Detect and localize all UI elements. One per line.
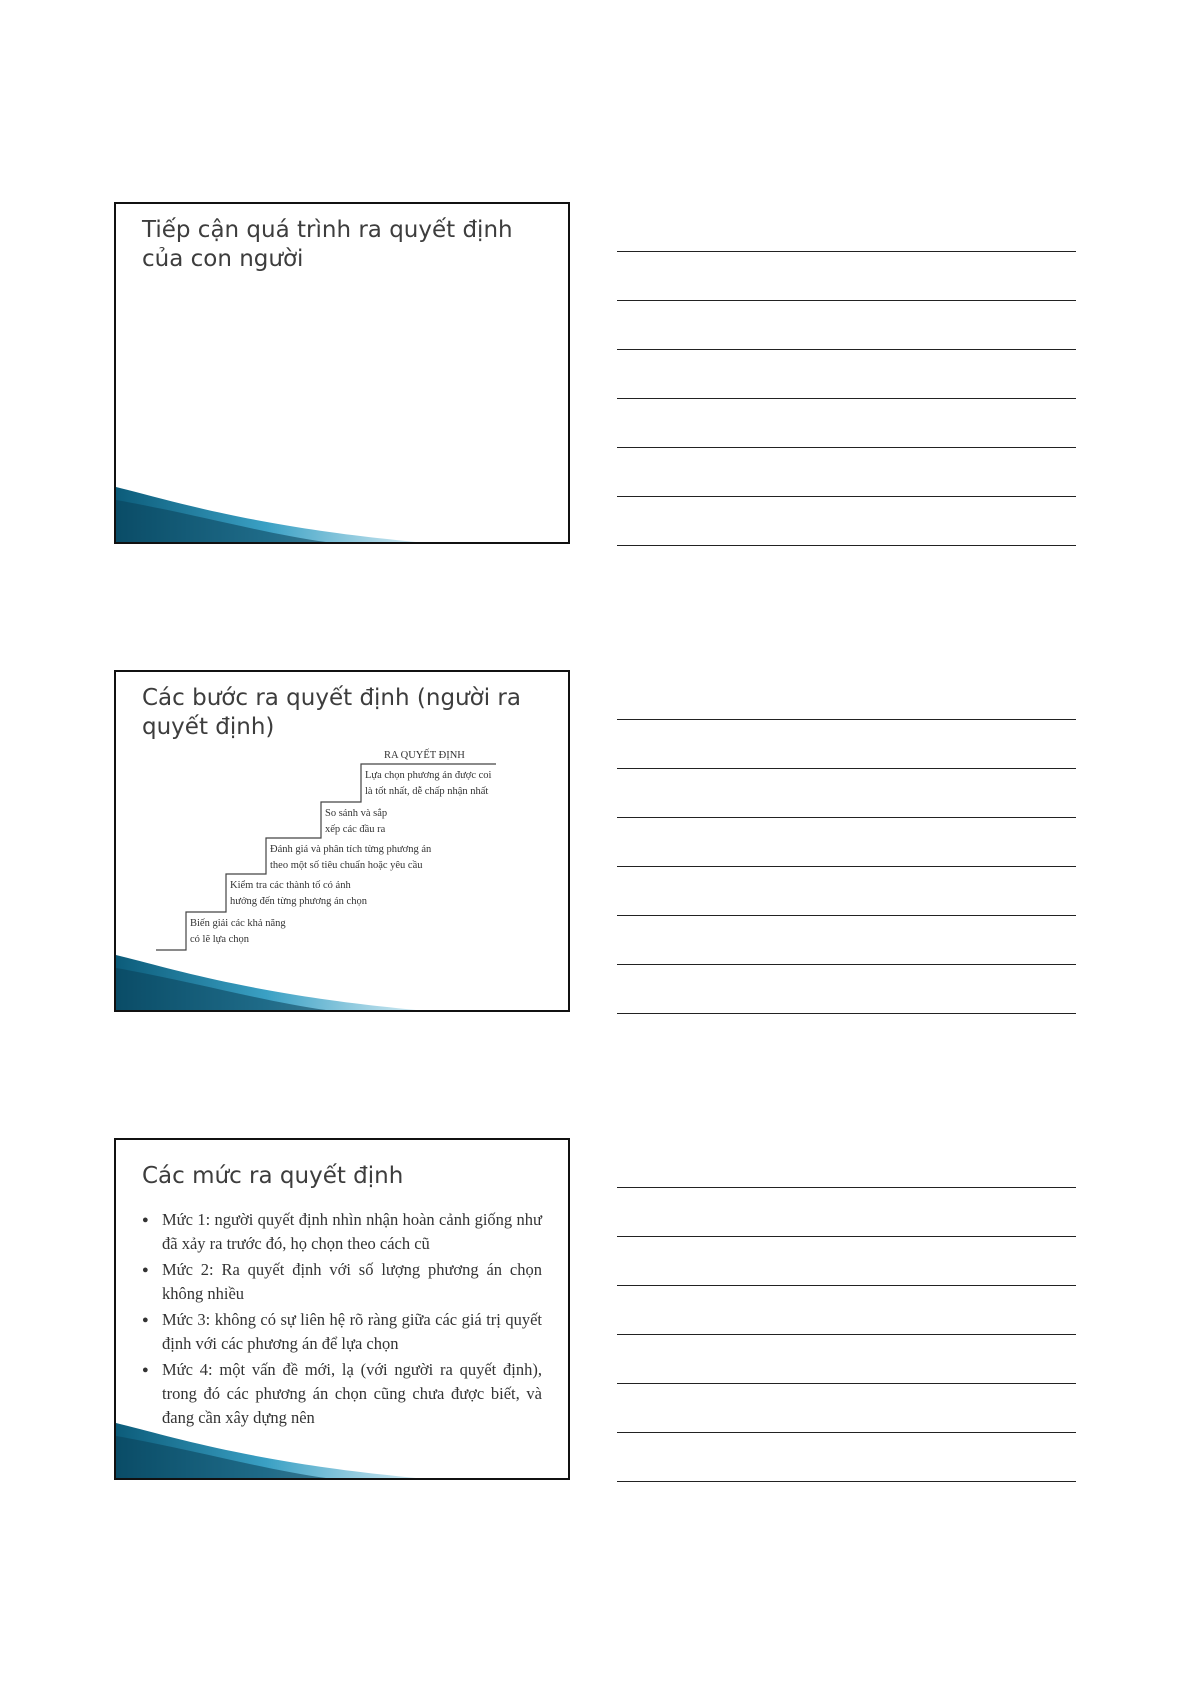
notes-line bbox=[617, 496, 1076, 497]
swoosh-decoration bbox=[116, 950, 416, 1010]
step-2-line2: hưởng đến từng phương án chọn bbox=[230, 896, 367, 907]
slide-2-title: Các bước ra quyết định (người ra quyết định) bbox=[142, 685, 521, 740]
bullet-item: ● Mức 1: người quyết định nhìn nhận hoàn cảnh giống như đã xảy ra trước đó, họ chọn theo cách cũ bbox=[142, 1208, 542, 1256]
notes-line bbox=[617, 1236, 1076, 1237]
step-1-line1: Biến giải các khả năng bbox=[190, 918, 286, 929]
notes-line bbox=[617, 1013, 1076, 1014]
notes-line bbox=[617, 398, 1076, 399]
notes-line bbox=[617, 817, 1076, 818]
decision-steps-diagram bbox=[156, 740, 556, 972]
step-5-line1: Lựa chọn phương án được coi bbox=[365, 770, 492, 781]
notes-line bbox=[617, 1432, 1076, 1433]
slide-3-title: Các mức ra quyết định bbox=[142, 1163, 404, 1189]
notes-line bbox=[617, 768, 1076, 769]
notes-line bbox=[617, 964, 1076, 965]
bullet-item: ● Mức 4: một vấn đề mới, lạ (với người ra quyết định), trong đó các phương án chọn cũng chưa được biết, và đang cần xây dựng nên bbox=[142, 1358, 542, 1430]
bullet-item: ● Mức 3: không có sự liên hệ rõ ràng giữa các giá trị quyết định với các phương án để lựa chọn bbox=[142, 1308, 542, 1356]
diagram-top-label: RA QUYẾT ĐỊNH bbox=[384, 750, 465, 761]
slide-3 bbox=[114, 1138, 570, 1480]
levels-bullet-list bbox=[142, 1208, 542, 1432]
notes-line bbox=[617, 300, 1076, 301]
notes-line bbox=[617, 545, 1076, 546]
slide-2 bbox=[114, 670, 570, 1012]
swoosh-decoration bbox=[116, 1418, 416, 1478]
notes-line bbox=[617, 1187, 1076, 1188]
swoosh-decoration bbox=[116, 482, 416, 542]
step-4-line1: So sánh và sắp bbox=[325, 808, 388, 819]
step-3-line1: Đánh giá và phân tích từng phương án bbox=[270, 844, 432, 855]
notes-line bbox=[617, 915, 1076, 916]
step-2-line1: Kiểm tra các thành tố có ảnh bbox=[230, 880, 351, 891]
bullet-item: ● Mức 2: Ra quyết định với số lượng phương án chọn không nhiều bbox=[142, 1258, 542, 1306]
notes-line bbox=[617, 447, 1076, 448]
notes-line bbox=[617, 251, 1076, 252]
slide-1 bbox=[114, 202, 570, 544]
notes-line bbox=[617, 1334, 1076, 1335]
notes-line bbox=[617, 1481, 1076, 1482]
slide-1-title: Tiếp cận quá trình ra quyết định của con người bbox=[142, 217, 513, 272]
notes-line bbox=[617, 1285, 1076, 1286]
step-3-line2: theo một số tiêu chuẩn hoặc yêu cầu bbox=[270, 860, 423, 871]
notes-line bbox=[617, 349, 1076, 350]
notes-line bbox=[617, 719, 1076, 720]
notes-line bbox=[617, 1383, 1076, 1384]
notes-line bbox=[617, 866, 1076, 867]
step-1-line2: có lẽ lựa chọn bbox=[190, 934, 250, 945]
step-4-line2: xếp các đầu ra bbox=[325, 824, 386, 835]
step-5-line2: là tốt nhất, dễ chấp nhận nhất bbox=[365, 786, 489, 797]
